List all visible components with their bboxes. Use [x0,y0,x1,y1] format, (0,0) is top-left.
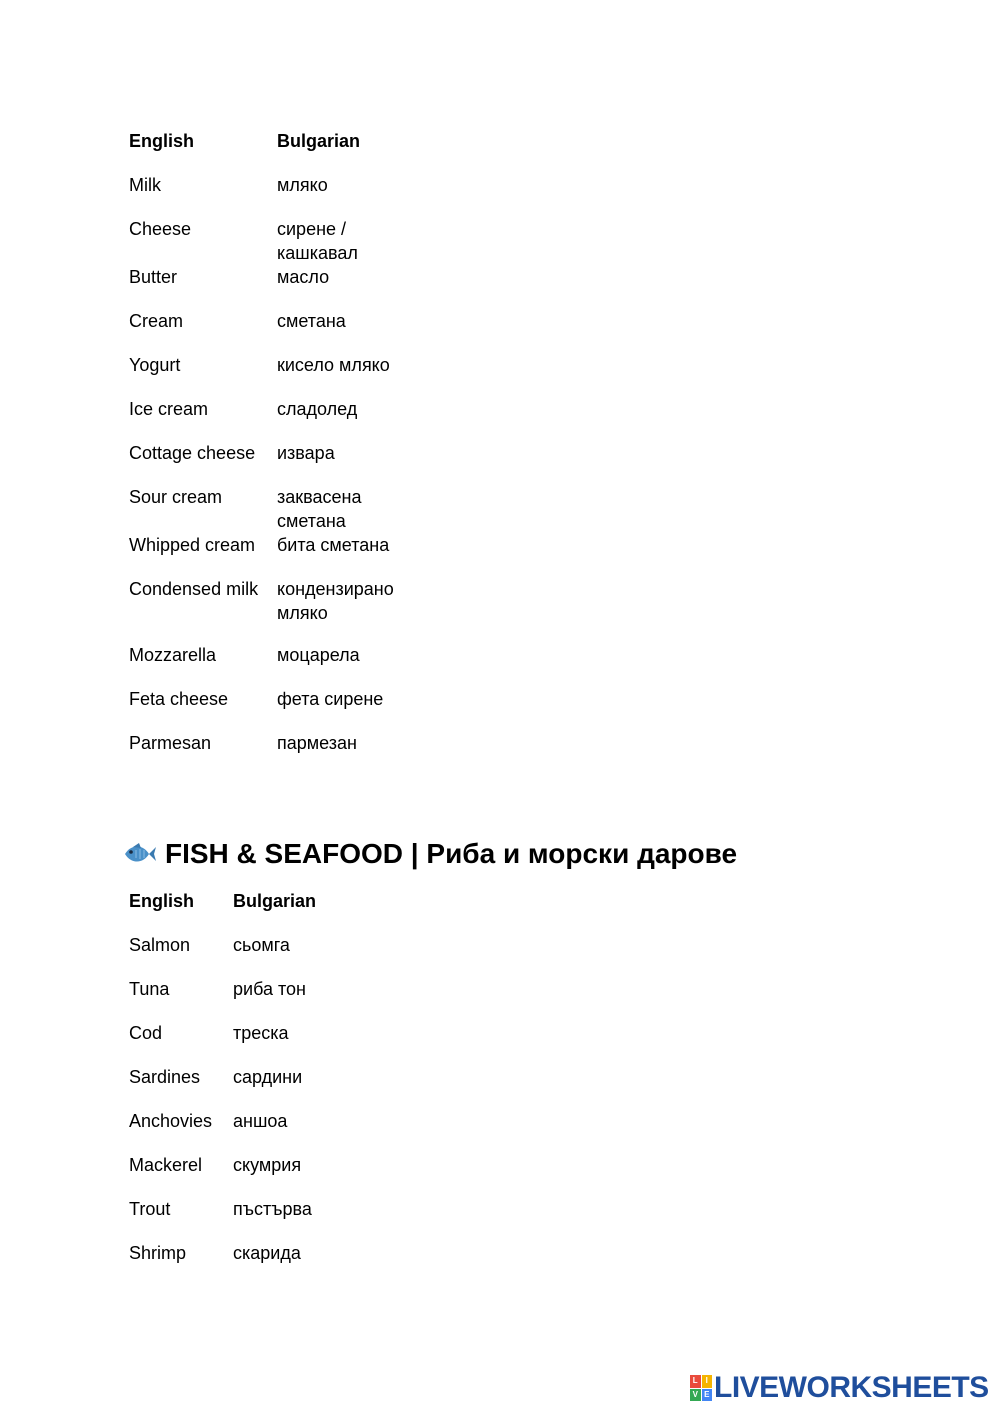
table-row [129,173,407,217]
english-word: Condensed milk [129,579,259,599]
bulgarian-word: пармезан [277,733,357,753]
english-word: Cod [129,1023,163,1043]
table-row [129,1241,316,1285]
bulgarian-word: заквасена сметана [277,487,362,531]
dairy-table [129,129,407,775]
table-row [129,731,407,775]
english-word: Yogurt [129,355,181,375]
bulgarian-word: кисело мляко [277,355,390,375]
english-word: Cream [129,311,184,331]
bulgarian-word: скарида [233,1243,301,1263]
bulgarian-word: сьомга [233,935,290,955]
dairy-table-body [129,129,407,775]
english-word: Cheese [129,219,192,239]
english-word: Whipped cream [129,535,256,555]
table-row [129,1109,316,1153]
bulgarian-word: аншоа [233,1111,288,1131]
fish-section-heading [121,836,737,872]
bulgarian-word: пъстърва [233,1199,312,1219]
fish-table-body [129,889,316,1285]
table-row [129,441,407,485]
table-row [129,265,407,309]
english-word: Cottage cheese [129,443,256,463]
english-word: Feta cheese [129,689,229,709]
english-word: Ice cream [129,399,209,419]
table-row [129,1197,316,1241]
bulgarian-word: извара [277,443,335,463]
fish-heading-text: FISH & SEAFOOD | Риба и морски дарове [165,838,738,869]
column-header-english: English [129,891,195,911]
english-word: Butter [129,267,178,287]
english-word: Parmesan [129,733,212,753]
english-word: Mackerel [129,1155,203,1175]
table-row [129,977,316,1021]
table-row [129,1153,316,1197]
dairy-header-row [129,129,407,173]
english-word: Sour cream [129,487,223,507]
english-word: Salmon [129,935,191,955]
logo-mark-icon: L I V E [690,1375,712,1401]
table-row [129,485,407,533]
table-row [129,643,407,687]
bulgarian-word: бита сметана [277,535,390,555]
table-row [129,397,407,441]
table-row [129,687,407,731]
bulgarian-word: фета сирене [277,689,384,709]
liveworksheets-logo[interactable] [690,1372,989,1404]
bulgarian-word: сметана [277,311,346,331]
fish-table [129,889,316,1285]
bulgarian-word: сардини [233,1067,303,1087]
english-word: Trout [129,1199,171,1219]
bulgarian-word: мляко [277,175,328,195]
bulgarian-word: масло [277,267,330,287]
bulgarian-word: скумрия [233,1155,302,1175]
table-row [129,577,407,643]
column-header-english: English [129,131,195,151]
logo-text: LIVEWORKSHEETS [714,1371,989,1404]
table-row [129,933,316,977]
bulgarian-word: моцарела [277,645,360,665]
table-row [129,1065,316,1109]
english-word: Milk [129,175,161,195]
bulgarian-word: кондензирано мляко [277,579,394,623]
table-row [129,533,407,577]
bulgarian-word: треска [233,1023,289,1043]
english-word: Sardines [129,1067,201,1087]
column-header-bulgarian: Bulgarian [277,131,361,151]
table-row [129,309,407,353]
table-row [129,217,407,265]
bulgarian-word: риба тон [233,979,306,999]
english-word: Tuna [129,979,170,999]
fish-icon [121,840,157,868]
bulgarian-word: сирене / кашкавал [277,219,358,263]
english-word: Shrimp [129,1243,187,1263]
bulgarian-word: сладолед [277,399,358,419]
english-word: Mozzarella [129,645,217,665]
english-word: Anchovies [129,1111,213,1131]
fish-header-row [129,889,316,933]
table-row [129,1021,316,1065]
column-header-bulgarian: Bulgarian [233,891,317,911]
table-row [129,353,407,397]
